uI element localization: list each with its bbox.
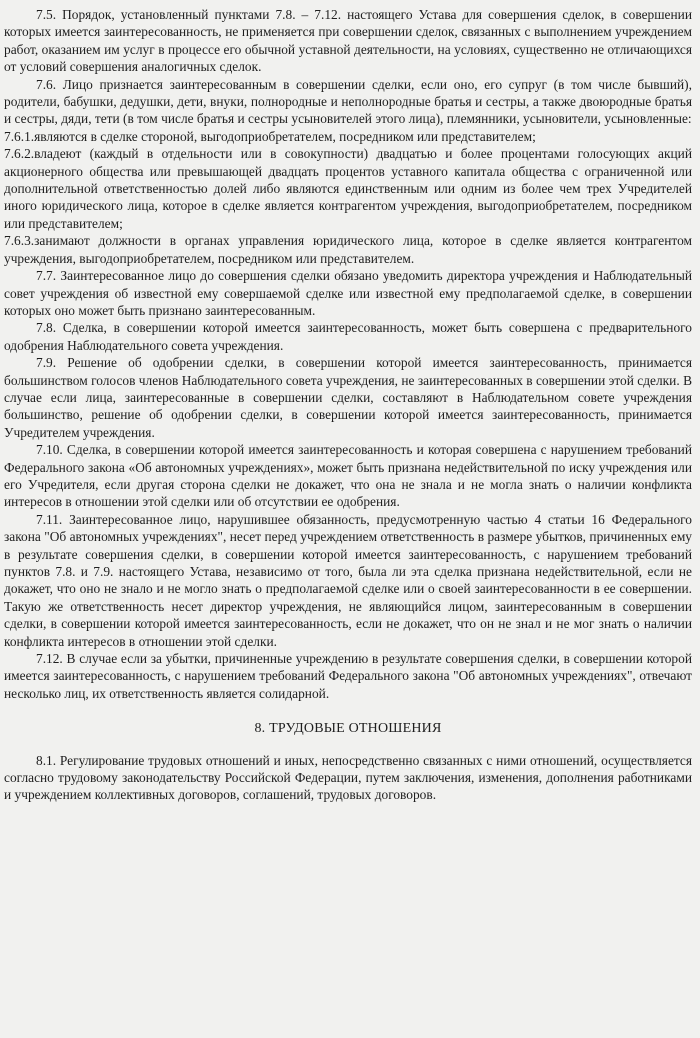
paragraph-7-10: 7.10. Сделка, в совершении которой имеется заинтересованность и которая совершена с нарушением требований Федерального закона «Об автономных учреждениях», может быть признана недействительной по иску учреждения или его Учредителя, если другая сторона сделки не докажет, что она не знала и не могла знать о наличии конфликта интересов в отношении этой сделки или об отсутствии ее одобрения. (4, 442, 692, 510)
paragraph-7-6: 7.6. Лицо признается заинтересованным в совершении сделки, если оно, его супруг (в том числе бывший), родители, бабушки, дедушки, дети, внуки, полнородные и неполнородные братья и сестры, а также двоюродные братья и сестры, дяди, тети (в том числе братья и сестры усыновителей этого лица), племянники, усыновители, усыновленные: (4, 76, 692, 127)
paragraph-7-6-2: 7.6.2.владеют (каждый в отдельности или в совокупности) двадцатью и более процентами голосующих акций акционерного общества или превышающей двадцать процентов уставного капитала общества с ограниченной или дополнительной ответственностью долей либо являются единственным или одним из более чем трех Учредителей иного юридического лица, которое в сделке является контрагентом учреждения, выгодоприобретателем, посредником или представителем; (4, 146, 692, 231)
paragraph-7-9: 7.9. Решение об одобрении сделки, в совершении которой имеется заинтересованность, принимается большинством голосов членов Наблюдательного совета учреждения, не заинтересованных в совершении этой сделки. В случае если лица, заинтересованные в совершении сделки, составляют в Наблюдательном совете учреждения большинство, решение об одобрении сделки, в совершении которой имеется заинтересованность, принимается Учредителем учреждения. (4, 355, 692, 440)
paragraph-8-1: 8.1. Регулирование трудовых отношений и иных, непосредственно связанных с ними отношений, осуществляется согласно трудовому законодательству Российской Федерации, путем заключения, изменения, дополнения работниками и учреждением коллективных договоров, соглашений, трудовых договоров. (4, 752, 692, 803)
paragraph-7-5: 7.5. Порядок, установленный пунктами 7.8. – 7.12. настоящего Устава для совершения сделок, в совершении которых имеется заинтересованность, не применяется при совершении сделок, связанных с выполнением учреждением работ, оказанием им услуг в процессе его обычной уставной деятельности, на условиях, существенно не отличающихся от условий совершения аналогичных сделок. (4, 7, 692, 75)
paragraph-7-11: 7.11. Заинтересованное лицо, нарушившее обязанность, предусмотренную частью 4 статьи 16 Федерального закона "Об автономных учреждениях", несет перед учреждением ответственность в размере убытков, причиненных ему в результате совершения сделки, в совершении которой имеется заинтересованность, с нарушением требований пунктов 7.8. и 7.9. настоящего Устава, независимо от того, была ли эта сделка признана недействительной, если не докажет, что оно не знало и не могло знать о предполагаемой сделке или о своей заинтересованности в ее совершении. Такую же ответственность несет директор учреждения, не являющийся лицом, заинтересованным в совершении сделки, в совершении которой имеется заинтересованность, если не докажет, что он не знал и не мог знать о наличии конфликта интересов в отношении этой сделки. (4, 511, 692, 649)
paragraph-7-6-1: 7.6.1.являются в сделке стороной, выгодоприобретателем, посредником или представителем; (4, 128, 536, 144)
paragraph-7-8: 7.8. Сделка, в совершении которой имеется заинтересованность, может быть совершена с предварительного одобрения Наблюдательного совета учреждения. (4, 320, 692, 353)
paragraph-7-6-3: 7.6.3.занимают должности в органах управления юридического лица, которое в сделке является контрагентом учреждения, выгодоприобретателем, посредником или представителем. (4, 233, 692, 266)
paragraph-7-12: 7.12. В случае если за убытки, причиненные учреждению в результате совершения сделки, в совершении которой имеется заинтересованность, с нарушением требований Федерального закона "Об автономных учреждениях", отвечают несколько лиц, их ответственность является солидарной. (4, 651, 692, 701)
paragraph-7-7: 7.7. Заинтересованное лицо до совершения сделки обязано уведомить директора учреждения и Наблюдательный совет учреждения об известной ему совершаемой сделке или известной ему предполагаемой сделке, в совершении которых оно может быть признано заинтересованным. (4, 268, 692, 318)
section-heading: 8. ТРУДОВЫЕ ОТНОШЕНИЯ (254, 721, 442, 737)
